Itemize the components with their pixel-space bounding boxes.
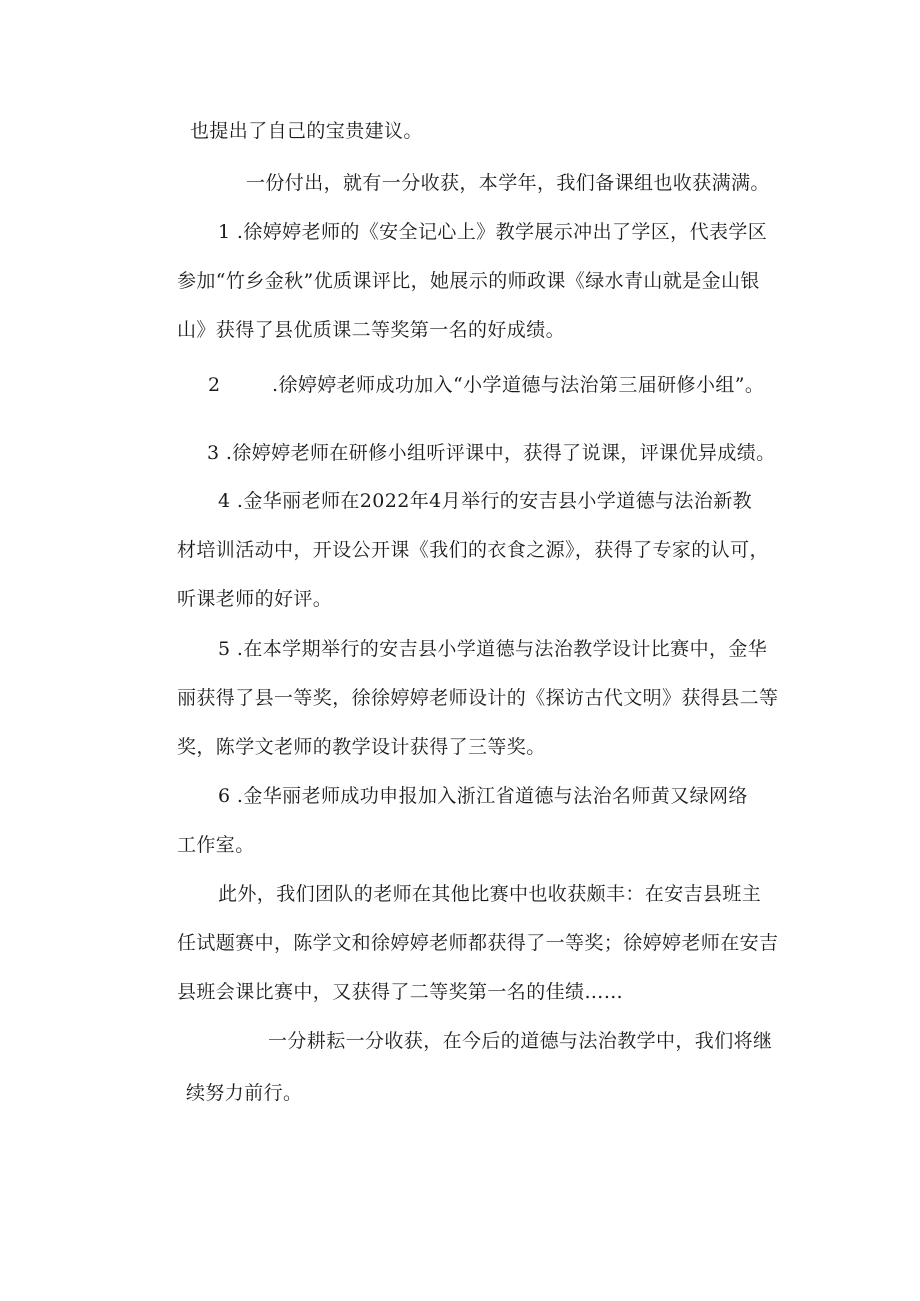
list-item-1-line: 1 .徐婷婷老师的《安全记心上》教学展示冲出了学区，代表学区 <box>218 221 768 243</box>
text-line: 丽获得了县一等奖，徐徐婷婷老师设计的《探访古代文明》获得县二等 <box>177 687 779 709</box>
text-line: 听课老师的好评。 <box>177 588 333 610</box>
text-line: 任试题赛中，陈学文和徐婷婷老师都获得了一等奖；徐婷婷老师在安吉 <box>177 932 779 954</box>
text-line: 续努力前行。 <box>186 1082 303 1104</box>
text-line: 此外，我们团队的老师在其他比赛中也收获颇丰：在安吉县班主 <box>218 883 762 905</box>
text-line: 也提出了自己的宝贵建议。 <box>190 120 423 142</box>
text-line: 参加“竹乡金秋”优质课评比，她展示的师政课《绿水青山就是金山银 <box>177 270 760 292</box>
text-line: 山》获得了县优质课二等奖第一名的好成绩。 <box>177 319 566 341</box>
list-item-4-line: 4 .金华丽老师在2022年4月举行的安吉县小学道德与法治新教 <box>218 490 753 512</box>
text-line: 一份付出，就有一分收获，本学年，我们备课组也收获满满。 <box>246 172 770 194</box>
list-item-6-line: 6 .金华丽老师成功申报加入浙江省道德与法治名师黄又绿网络 <box>218 785 748 807</box>
list-item-3-line: 3 .徐婷婷老师在研修小组听评课中，获得了说课，评课优异成绩。 <box>207 442 776 464</box>
text-line: 材培训活动中，开设公开课《我们的衣食之源》，获得了专家的认可， <box>177 539 769 561</box>
list-item-2-line: 2 .徐婷婷老师成功加入“小学道德与法治第三届研修小组”。 <box>208 374 765 396</box>
text-line: 工作室。 <box>177 834 255 856</box>
text-line: 县班会课比赛中，又获得了二等奖第一名的佳绩…… <box>177 981 624 1003</box>
list-item-5-line: 5 .在本学期举行的安吉县小学道德与法治教学设计比赛中，金华 <box>218 638 768 660</box>
text-line: 一分耕耘一分收获，在今后的道德与法治教学中，我们将继 <box>268 1030 773 1052</box>
text-line: 奖，陈学文老师的教学设计获得了三等奖。 <box>177 736 546 758</box>
